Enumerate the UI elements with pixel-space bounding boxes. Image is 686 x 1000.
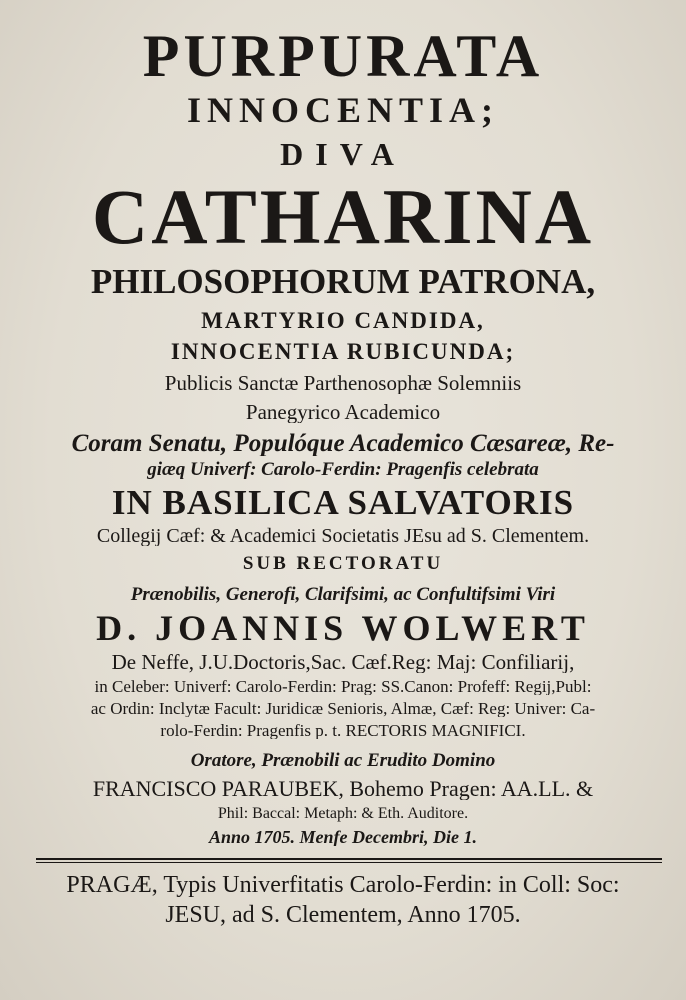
oratore-line: Oratore, Prænobili ac Erudito Domino — [190, 751, 496, 770]
praenobilis-line: Prænobilis, Generofi, Clarifsimi, ac Confultifsimi Viri — [130, 585, 556, 604]
imprint-line-1: PRAGÆ, Typis Univerfitatis Carolo-Ferdin: in Coll: Soc: — [66, 873, 620, 897]
title-catharina: CATHARINA — [91, 178, 595, 256]
title-diva: DIVA — [280, 138, 406, 170]
orator-credentials: Phil: Baccal: Metaph: & Eth. Auditore. — [217, 806, 469, 822]
subtitle-rubicunda: INNOCENTIA RUBICUNDA; — [170, 340, 516, 363]
sub-rectoratu: SUB RECTORATU — [242, 554, 444, 573]
title-innocentia: INNOCENTIA; — [186, 92, 500, 128]
rector-title-line-1: De Neffe, J.U.Doctoris,Sac. Cæf.Reg: Maj: Confiliarij, — [111, 652, 575, 673]
title-purpurata: PURPURATA — [142, 26, 544, 86]
subtitle-patrona: PHILOSOPHORUM PATRONA, — [90, 264, 596, 299]
collegij-line: Collegij Cæf: & Academici Societatis JEsu ad S. Clementem. — [96, 526, 590, 546]
rector-name: D. JOANNIS WOLWERT — [96, 610, 590, 646]
rector-title-line-3: ac Ordin: Inclytæ Facult: Juridicæ Senioris, Almæ, Cæf: Reg: Univer: Ca- — [90, 700, 596, 717]
university-line: giæq Univerf: Carolo-Ferdin: Pragenfis celebrata — [147, 460, 539, 479]
date-line: Anno 1705. Menfe Decembri, Die 1. — [209, 828, 477, 846]
orator-name: FRANCISCO PARAUBEK, Bohemo Pragen: AA.LL. & — [92, 778, 594, 800]
occasion-line-2: Panegyrico Academico — [245, 402, 441, 423]
imprint-line-2: JESU, ad S. Clementem, Anno 1705. — [165, 903, 521, 927]
rector-title-line-4: rolo-Ferdin: Pragenfis p. t. RECTORIS MAGNIFICI. — [160, 722, 526, 739]
basilica-heading: IN BASILICA SALVATORIS — [111, 485, 575, 520]
rector-title-line-2: in Celeber: Univerf: Carolo-Ferdin: Prag: SS.Canon: Profeff: Regij,Publ: — [94, 678, 592, 695]
imprint-divider — [36, 858, 662, 863]
coram-senatu-line: Coram Senatu, Populóque Academico Cæsareæ, Re- — [71, 431, 615, 456]
subtitle-martyrio: MARTYRIO CANDIDA, — [201, 309, 485, 332]
occasion-line-1: Publicis Sanctæ Parthenosophæ Solemniis — [164, 373, 522, 394]
